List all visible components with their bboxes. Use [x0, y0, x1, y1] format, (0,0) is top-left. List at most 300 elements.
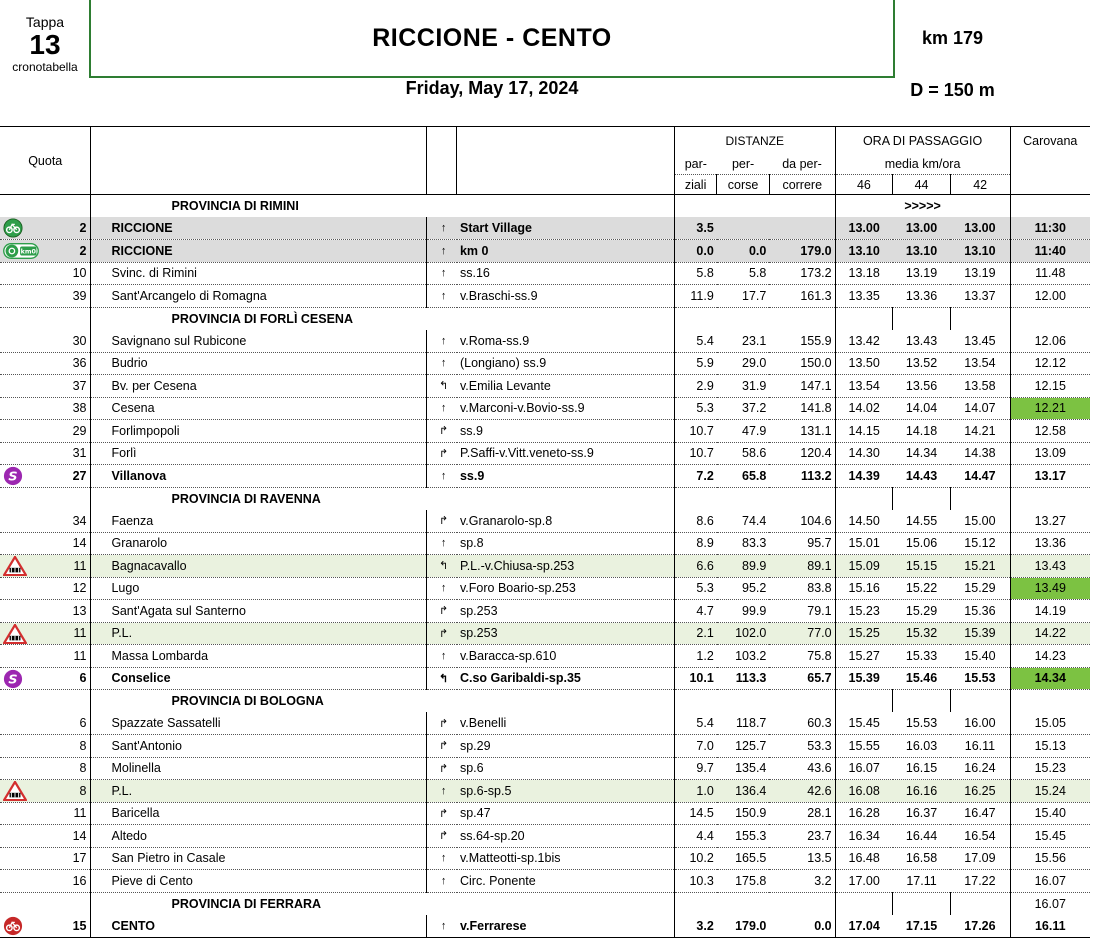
province-carovana: 16.07: [1010, 892, 1090, 915]
province-blank: [717, 892, 770, 915]
province-row: [0, 195, 1090, 218]
distance-covered: 0.0: [717, 240, 770, 263]
distance-partial: 5.8: [674, 262, 716, 285]
time-46: 13.00: [835, 217, 893, 240]
carovana-time: 13.27: [1010, 510, 1090, 533]
carovana-time: 11:30: [1010, 217, 1090, 240]
distance-remaining: [769, 217, 835, 240]
direction-arrow: ↱: [427, 510, 457, 533]
table-row: [0, 802, 1090, 825]
distance-partial: 5.4: [674, 330, 716, 353]
quota-cell: [0, 622, 91, 645]
direction-arrow: ↑: [427, 780, 457, 803]
quota-cell: [0, 532, 91, 555]
quota-value: 10: [72, 266, 87, 281]
road-name: v.Marconi-v.Bovio-ss.9: [457, 397, 674, 420]
route-table: [0, 126, 1090, 938]
time-44: 13.00: [893, 217, 951, 240]
distance-covered: 175.8: [717, 870, 770, 893]
quota-cell: [0, 757, 91, 780]
road-name: C.so Garibaldi-sp.35: [457, 667, 674, 690]
time-44: 15.53: [893, 712, 951, 735]
quota-cell: [0, 780, 91, 803]
time-46: 17.00: [835, 870, 893, 893]
carovana-time: 15.24: [1010, 780, 1090, 803]
time-42: 13.37: [950, 285, 1010, 308]
distance-partial: 2.9: [674, 375, 716, 398]
distance-remaining: 141.8: [769, 397, 835, 420]
table-row: [0, 757, 1090, 780]
distance-remaining: 83.8: [769, 577, 835, 600]
stage-subtitle: cronotabella: [12, 60, 78, 74]
col-carovana-blank-2: [1010, 175, 1090, 195]
direction-arrow: ↱: [427, 757, 457, 780]
road-name: v.Ferrarese: [457, 915, 674, 938]
time-42: 15.53: [950, 667, 1010, 690]
time-44: 14.18: [893, 420, 951, 443]
distance-partial: 1.0: [674, 780, 716, 803]
direction-arrow: ↑: [427, 532, 457, 555]
location-name: P.L.: [91, 622, 427, 645]
province-blank: [717, 307, 770, 330]
time-42: 15.40: [950, 645, 1010, 668]
province-blank: [0, 690, 91, 713]
sprint-icon: [2, 669, 24, 689]
quota-cell: [0, 915, 91, 938]
carovana-time: 15.23: [1010, 757, 1090, 780]
title-box: [89, 0, 895, 78]
time-46: 15.25: [835, 622, 893, 645]
distance-remaining: 75.8: [769, 645, 835, 668]
quota-cell: [0, 330, 91, 353]
direction-arrow: ↑: [427, 285, 457, 308]
road-name: v.Baracca-sp.610: [457, 645, 674, 668]
province-blank: [769, 892, 835, 915]
distance-remaining: 150.0: [769, 352, 835, 375]
province-name: PROVINCIA DI FERRARA: [91, 892, 674, 915]
distance-partial: 3.2: [674, 915, 716, 938]
distance-partial: 10.7: [674, 442, 716, 465]
time-46: 15.39: [835, 667, 893, 690]
distance-remaining: 43.6: [769, 757, 835, 780]
distance-partial: 4.4: [674, 825, 716, 848]
distance-covered: 31.9: [717, 375, 770, 398]
col-speed-44: 44: [893, 175, 951, 195]
carovana-time: 13.36: [1010, 532, 1090, 555]
direction-arrow: ↑: [427, 915, 457, 938]
col-percorse-top: per-: [731, 157, 755, 172]
distance-covered: 103.2: [717, 645, 770, 668]
time-42: 15.36: [950, 600, 1010, 623]
direction-arrow: ↰: [427, 375, 457, 398]
carovana-time: 13.43: [1010, 555, 1090, 578]
distance-covered: 118.7: [717, 712, 770, 735]
quota-value: 12: [72, 581, 87, 596]
road-name: v.Roma-ss.9: [457, 330, 674, 353]
province-row: [0, 307, 1090, 330]
time-44: 13.19: [893, 262, 951, 285]
distance-covered: 165.5: [717, 847, 770, 870]
carovana-time: 12.12: [1010, 352, 1090, 375]
distance-partial: 10.1: [674, 667, 716, 690]
time-44: 15.32: [893, 622, 951, 645]
quota-cell: [0, 217, 91, 240]
distance-partial: 7.2: [674, 465, 716, 488]
location-name: Conselice: [91, 667, 427, 690]
col-location: [91, 127, 427, 195]
location-name: Sant'Antonio: [91, 735, 427, 758]
time-42: 16.25: [950, 780, 1010, 803]
col-distanze: DISTANZE: [674, 127, 835, 155]
direction-arrow: ↑: [427, 577, 457, 600]
distance-covered: 95.2: [717, 577, 770, 600]
table-row: [0, 847, 1090, 870]
table-row: [0, 645, 1090, 668]
carovana-time: 14.22: [1010, 622, 1090, 645]
quota-cell: [0, 465, 91, 488]
direction-arrow: ↑: [427, 847, 457, 870]
quota-cell: [0, 577, 91, 600]
location-name: Baricella: [91, 802, 427, 825]
quota-value: 2: [79, 243, 87, 258]
carovana-time: 13.49: [1010, 577, 1090, 600]
time-42: 15.12: [950, 532, 1010, 555]
location-name: Granarolo: [91, 532, 427, 555]
col-direction: [427, 127, 457, 195]
col-ora-passaggio: ORA DI PASSAGGIO: [835, 127, 1010, 155]
direction-arrow: ↑: [427, 645, 457, 668]
distance-partial: 5.4: [674, 712, 716, 735]
road-name: v.Matteotti-sp.1bis: [457, 847, 674, 870]
province-name: PROVINCIA DI BOLOGNA: [91, 690, 674, 713]
location-name: Bagnacavallo: [91, 555, 427, 578]
distance-covered: 135.4: [717, 757, 770, 780]
quota-cell: [0, 600, 91, 623]
time-42: 15.29: [950, 577, 1010, 600]
time-46: 15.45: [835, 712, 893, 735]
time-44: 13.56: [893, 375, 951, 398]
time-46: 15.09: [835, 555, 893, 578]
distance-covered: 47.9: [717, 420, 770, 443]
time-46: 14.30: [835, 442, 893, 465]
distance-covered: [717, 217, 770, 240]
road-name: (Longiano) ss.9: [457, 352, 674, 375]
table-row: [0, 352, 1090, 375]
road-name: sp.6: [457, 757, 674, 780]
province-blank: [950, 690, 1010, 713]
province-blank: [717, 195, 770, 218]
total-distance: km 179: [921, 28, 984, 48]
road-name: P.L.-v.Chiusa-sp.253: [457, 555, 674, 578]
province-blank: [0, 195, 91, 218]
table-row: [0, 915, 1090, 938]
province-blank: [1010, 195, 1090, 218]
distance-covered: 83.3: [717, 532, 770, 555]
quota-value: 14: [72, 828, 87, 843]
distance-remaining: 23.7: [769, 825, 835, 848]
time-42: 13.19: [950, 262, 1010, 285]
distance-remaining: 13.5: [769, 847, 835, 870]
time-44: 16.37: [893, 802, 951, 825]
quota-value: 36: [72, 356, 87, 371]
finish-icon: [2, 916, 24, 936]
time-44: 15.06: [893, 532, 951, 555]
road-name: ss.9: [457, 465, 674, 488]
table-row: [0, 600, 1090, 623]
location-name: Bv. per Cesena: [91, 375, 427, 398]
time-42: 14.38: [950, 442, 1010, 465]
distance-remaining: 113.2: [769, 465, 835, 488]
col-media: media km/ora: [835, 155, 1010, 175]
time-44: 14.55: [893, 510, 951, 533]
quota-cell: [0, 667, 91, 690]
quota-value: 11: [73, 558, 87, 573]
distance-covered: 155.3: [717, 825, 770, 848]
quota-value: 29: [72, 423, 87, 438]
road-name: km 0: [457, 240, 674, 263]
distance-covered: 29.0: [717, 352, 770, 375]
quota-value: 27: [72, 468, 87, 483]
location-name: Pieve di Cento: [91, 870, 427, 893]
location-name: Savignano sul Rubicone: [91, 330, 427, 353]
table-row: [0, 375, 1090, 398]
table-row: [0, 712, 1090, 735]
carovana-time: 16.07: [1010, 870, 1090, 893]
quota-value: 30: [72, 333, 87, 348]
direction-arrow: ↑: [427, 240, 457, 263]
time-42: 16.00: [950, 712, 1010, 735]
road-name: Start Village: [457, 217, 674, 240]
col-carovana-blank: [1010, 155, 1090, 175]
location-name: Forlì: [91, 442, 427, 465]
table-row: [0, 825, 1090, 848]
distance-remaining: 65.7: [769, 667, 835, 690]
table-row: [0, 217, 1090, 240]
col-dapercorrere-top: da per-: [782, 157, 822, 172]
carovana-time: 15.40: [1010, 802, 1090, 825]
quota-cell: [0, 712, 91, 735]
quota-cell: [0, 285, 91, 308]
carovana-time: 15.45: [1010, 825, 1090, 848]
direction-arrow: ↰: [427, 667, 457, 690]
distance-covered: 58.6: [717, 442, 770, 465]
carovana-time: 12.15: [1010, 375, 1090, 398]
province-blank: [0, 487, 91, 510]
province-blank: [893, 892, 951, 915]
table-row: [0, 397, 1090, 420]
svg-text:km0: km0: [20, 248, 36, 256]
distance-partial: 8.9: [674, 532, 716, 555]
distance-covered: 5.8: [717, 262, 770, 285]
time-42: 16.24: [950, 757, 1010, 780]
quota-value: 37: [72, 378, 87, 393]
province-blank: [0, 892, 91, 915]
time-46: 13.35: [835, 285, 893, 308]
direction-arrow: ↱: [427, 442, 457, 465]
quota-cell: [0, 847, 91, 870]
province-blank: [835, 892, 893, 915]
time-44: 15.29: [893, 600, 951, 623]
distance-remaining: 155.9: [769, 330, 835, 353]
time-46: 14.15: [835, 420, 893, 443]
time-46: 14.39: [835, 465, 893, 488]
location-name: Forlimpopoli: [91, 420, 427, 443]
road-name: sp.8: [457, 532, 674, 555]
col-carovana: Carovana: [1010, 127, 1090, 155]
location-name: Faenza: [91, 510, 427, 533]
time-44: 15.22: [893, 577, 951, 600]
distance-remaining: 0.0: [769, 915, 835, 938]
carovana-time: 13.17: [1010, 465, 1090, 488]
distance-remaining: 179.0: [769, 240, 835, 263]
quota-value: 6: [79, 671, 87, 686]
province-blank: [769, 690, 835, 713]
carovana-time: 15.05: [1010, 712, 1090, 735]
province-row: [0, 892, 1090, 915]
warning-icon: [2, 624, 24, 644]
time-46: 13.10: [835, 240, 893, 263]
province-blank: [1010, 487, 1090, 510]
distance-partial: 14.5: [674, 802, 716, 825]
location-name: RICCIONE: [91, 217, 427, 240]
province-blank: [835, 690, 893, 713]
col-road: [457, 127, 674, 195]
road-name: sp.253: [457, 622, 674, 645]
time-44: 13.43: [893, 330, 951, 353]
table-row: [0, 262, 1090, 285]
province-arrows: >>>>>: [835, 195, 1010, 218]
quota-value: 2: [79, 221, 87, 235]
quota-value: 38: [72, 401, 87, 416]
quota-value: 16: [72, 873, 87, 888]
location-name: Lugo: [91, 577, 427, 600]
province-row: [0, 487, 1090, 510]
direction-arrow: ↑: [427, 397, 457, 420]
province-blank: [674, 487, 716, 510]
time-44: 16.44: [893, 825, 951, 848]
distance-covered: 102.0: [717, 622, 770, 645]
page-title: RICCIONE - CENTO: [372, 23, 612, 52]
carovana-time: 15.56: [1010, 847, 1090, 870]
time-46: 16.28: [835, 802, 893, 825]
time-46: 14.02: [835, 397, 893, 420]
province-blank: [717, 487, 770, 510]
direction-arrow: ↱: [427, 825, 457, 848]
distance-partial: 3.5: [674, 217, 716, 240]
province-blank: [1010, 690, 1090, 713]
direction-arrow: ↱: [427, 712, 457, 735]
stage-label: Tappa: [25, 14, 65, 30]
time-42: 16.11: [950, 735, 1010, 758]
quota-cell: [0, 397, 91, 420]
start-icon: [2, 218, 24, 238]
time-42: 14.21: [950, 420, 1010, 443]
distance-covered: 136.4: [717, 780, 770, 803]
col-speed-42: 42: [950, 175, 1010, 195]
col-parziali-top: par-: [674, 155, 716, 175]
time-46: 13.54: [835, 375, 893, 398]
time-42: 17.22: [950, 870, 1010, 893]
table-row: [0, 622, 1090, 645]
time-46: 15.23: [835, 600, 893, 623]
location-name: San Pietro in Casale: [91, 847, 427, 870]
road-name: v.Benelli: [457, 712, 674, 735]
distance-remaining: 89.1: [769, 555, 835, 578]
distance-covered: 74.4: [717, 510, 770, 533]
distance-partial: 4.7: [674, 600, 716, 623]
quota-cell: [0, 420, 91, 443]
time-42: 17.26: [950, 915, 1010, 938]
quota-cell: [0, 555, 91, 578]
distance-remaining: 42.6: [769, 780, 835, 803]
distance-covered: 17.7: [717, 285, 770, 308]
distance-remaining: 147.1: [769, 375, 835, 398]
time-44: 13.36: [893, 285, 951, 308]
province-blank: [769, 195, 835, 218]
carovana-time: 12.21: [1010, 397, 1090, 420]
col-quota: Quota: [0, 127, 91, 195]
carovana-time: 11.48: [1010, 262, 1090, 285]
time-46: 15.16: [835, 577, 893, 600]
time-44: 17.15: [893, 915, 951, 938]
distance-covered: 23.1: [717, 330, 770, 353]
time-44: 16.58: [893, 847, 951, 870]
quota-cell: [0, 240, 91, 263]
distance-partial: 10.2: [674, 847, 716, 870]
road-name: sp.253: [457, 600, 674, 623]
quota-cell: [0, 262, 91, 285]
location-name: Sant'Agata sul Santerno: [91, 600, 427, 623]
direction-arrow: ↰: [427, 555, 457, 578]
table-row: [0, 735, 1090, 758]
location-name: Spazzate Sassatelli: [91, 712, 427, 735]
time-44: 14.34: [893, 442, 951, 465]
quota-value: 11: [73, 626, 87, 641]
distance-covered: 65.8: [717, 465, 770, 488]
province-blank: [674, 690, 716, 713]
quota-cell: [0, 825, 91, 848]
km0-icon: [2, 241, 36, 261]
distance-remaining: 53.3: [769, 735, 835, 758]
route-body: [0, 195, 1090, 938]
warning-icon: [2, 556, 24, 576]
distance-partial: 9.7: [674, 757, 716, 780]
sprint-icon: [2, 466, 24, 486]
svg-text:S: S: [8, 468, 18, 484]
location-name: Budrio: [91, 352, 427, 375]
quota-value: 8: [79, 738, 87, 753]
province-blank: [950, 307, 1010, 330]
time-44: 16.15: [893, 757, 951, 780]
col-parziali-bottom: ziali: [674, 175, 716, 195]
distance-partial: 11.9: [674, 285, 716, 308]
direction-arrow: ↑: [427, 330, 457, 353]
table-row: [0, 510, 1090, 533]
stage-number: 13: [29, 29, 61, 60]
time-46: 13.42: [835, 330, 893, 353]
province-blank: [674, 307, 716, 330]
location-name: Massa Lombarda: [91, 645, 427, 668]
location-name: P.L.: [91, 780, 427, 803]
time-42: 16.54: [950, 825, 1010, 848]
quota-cell: [0, 870, 91, 893]
table-row: [0, 285, 1090, 308]
distance-partial: 5.3: [674, 577, 716, 600]
quota-value: 14: [72, 536, 87, 551]
location-name: RICCIONE: [91, 240, 427, 263]
carovana-time: 14.23: [1010, 645, 1090, 668]
time-46: 13.18: [835, 262, 893, 285]
